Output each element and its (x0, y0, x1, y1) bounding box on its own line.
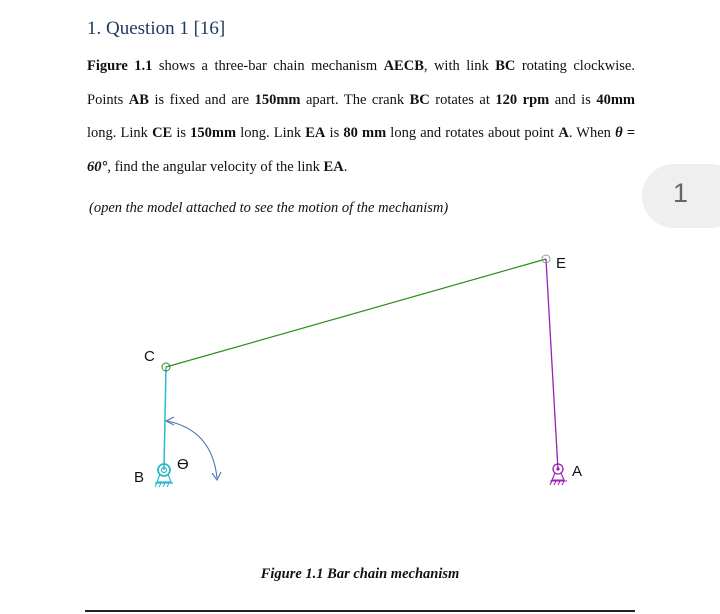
text: rotates at (429, 91, 496, 108)
text: , with link (423, 58, 496, 74)
text-bold: A (558, 125, 569, 142)
label-b: B (134, 469, 145, 486)
ground-pivot-b (155, 464, 173, 487)
text: rotating clockwise. Points (87, 58, 635, 108)
text: long. Link (87, 125, 153, 142)
text: shows a three-bar chain mechanism (152, 58, 384, 74)
text: , find the angular velocity of the link (107, 159, 324, 176)
text-bold: AECB (383, 58, 424, 74)
text: long and rotates about point (386, 125, 559, 142)
theta-rotation-arrow (166, 417, 221, 480)
text: is fixed and are (148, 91, 255, 108)
text: apart. The crank (300, 91, 410, 108)
label-c: C (144, 348, 155, 365)
page-number: 1 (673, 178, 689, 208)
text-bold: BC (495, 58, 516, 74)
label-theta: ϴ (177, 456, 189, 473)
text: is (325, 125, 344, 142)
heading-number: 1. (87, 18, 102, 39)
link-ea (546, 259, 558, 470)
link-ce (166, 259, 546, 367)
text: . (343, 159, 348, 176)
text: long. Link (236, 125, 306, 142)
label-e: E (556, 255, 567, 272)
model-note: (open the model attached to see the motion of the mechanism) (89, 200, 449, 216)
text: . When (568, 125, 616, 142)
text-bold: 150mm (190, 125, 237, 142)
bottom-rule (85, 610, 635, 612)
text-bold: 40mm (596, 91, 636, 108)
text-bold: CE (152, 125, 173, 142)
text: and is (549, 91, 597, 108)
figure-caption: Figure 1.1 Bar chain mechanism (260, 566, 460, 582)
text: is (172, 125, 191, 142)
ground-pivot-a (550, 464, 567, 485)
text-bold: 150mm (254, 91, 301, 108)
label-a: A (572, 463, 583, 480)
text-bold: 120 rpm (495, 91, 550, 108)
link-bc (164, 367, 166, 470)
text-bold: AB (128, 91, 149, 108)
text-bold: Figure 1.1 (87, 58, 153, 74)
text-bold: EA (323, 159, 344, 176)
text-bold: BC (409, 91, 430, 108)
heading-title: Question 1 [16] (106, 18, 226, 39)
theta-expression: θ = 60° (87, 125, 635, 176)
text-bold: EA (305, 125, 326, 142)
text-bold: 80 mm (343, 125, 387, 142)
